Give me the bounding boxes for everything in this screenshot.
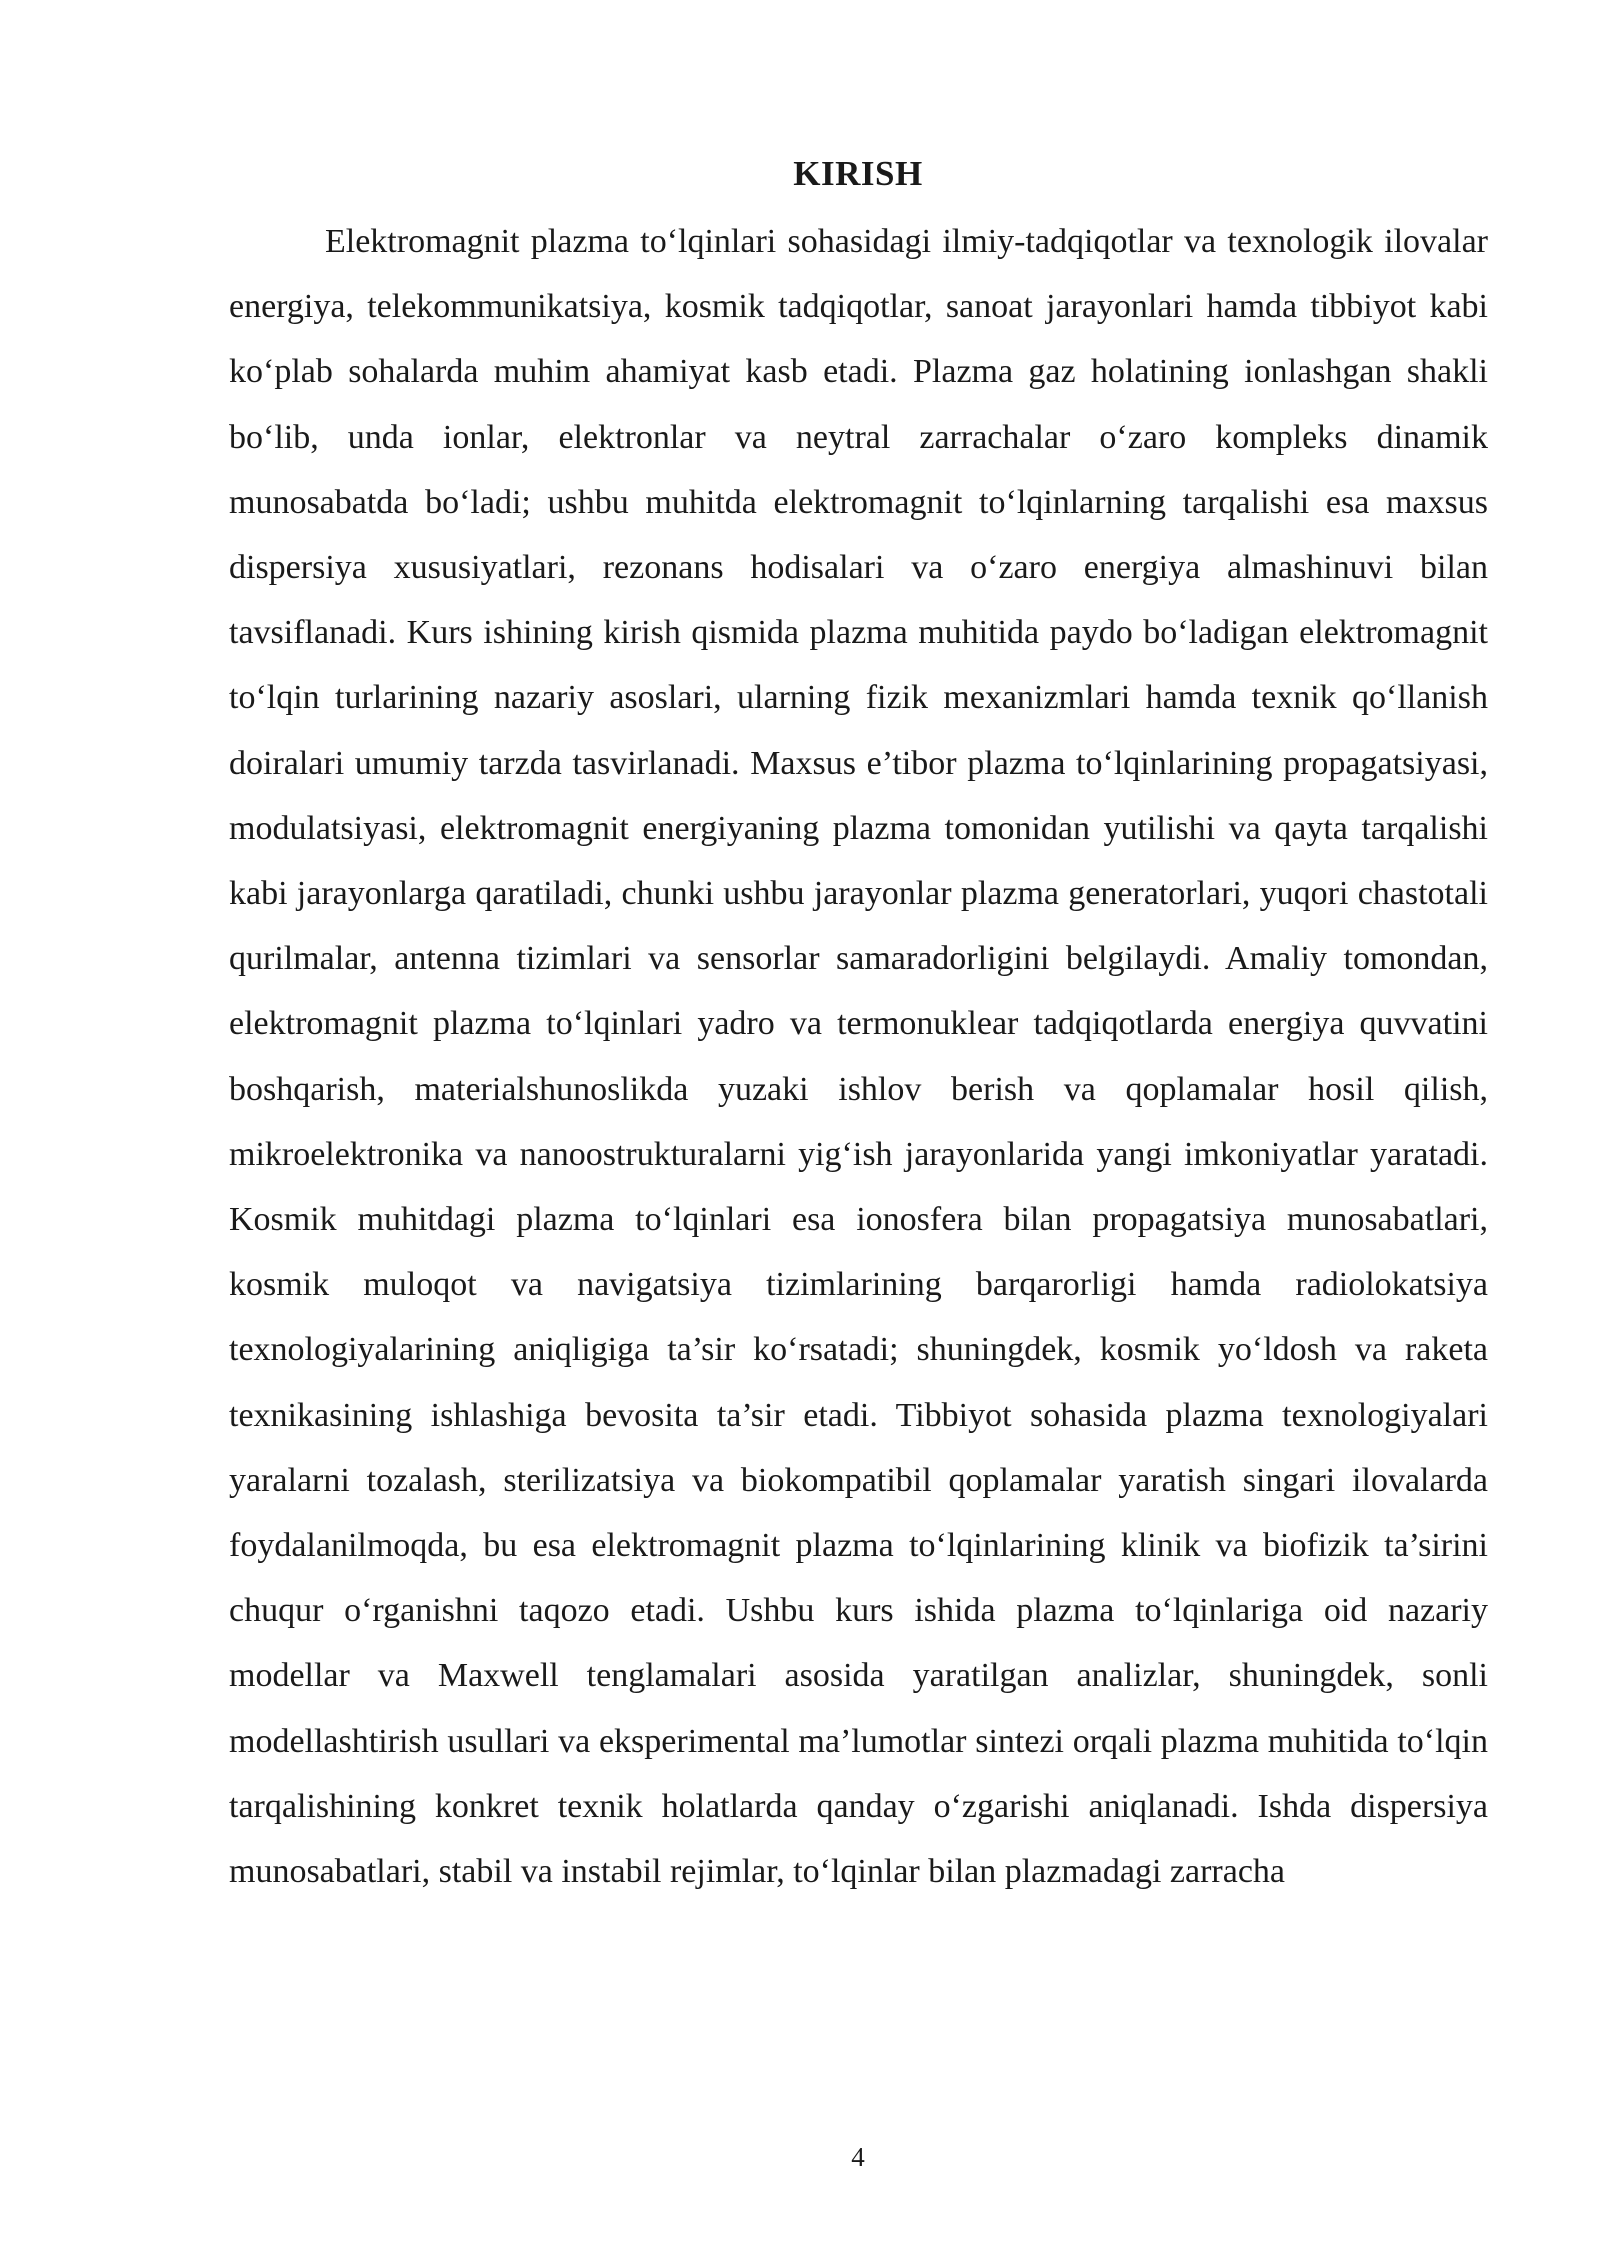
page-title: KIRISH bbox=[793, 154, 923, 193]
page-number: 4 bbox=[851, 2142, 865, 2172]
body-paragraph: Elektromagnit plazma to‘lqinlari sohasidagi ilmiy-tadqiqotlar va texnologik ilovalar energiya, telekommunikatsiya, kosmik tadqiqotlar, sanoat jarayonlari hamda tibbiyot kabi ko‘plab sohalarda muhim ahamiyat kasb etadi. Plazma gaz holatining ionlashgan shakli bo‘lib, unda ionlar, elektronlar va neytral zarrachalar o‘zaro kompleks dinamik munosabatda bo‘ladi; ushbu muhitda elektromagnit to‘lqinlarning tarqalishi esa maxsus dispersiya xususiyatlari, rezonans hodisalari va o‘zaro energiya almashinuvi bilan tavsiflanadi. Kurs ishining kirish qismida plazma muhitida paydo bo‘ladigan elektromagnit to‘lqin turlarining nazariy asoslari, ularning fizik mexanizmlari hamda texnik qo‘llanish doiralari umumiy tarzda tasvirlanadi. Maxsus e’tibor plazma to‘lqinlarining propagatsiyasi, modulatsiyasi, elektromagnit energiyaning plazma tomonidan yutilishi va qayta tarqalishi kabi jarayonlarga qaratiladi, chunki ushbu jarayonlar plazma generatorlari, yuqori chastotali qurilmalar, antenna tizimlari va sensorlar samaradorligini belgilaydi. Amaliy tomondan, elektromagnit plazma to‘lqinlari yadro va termonuklear tadqiqotlarda energiya quvvatini boshqarish, materialshunoslikda yuzaki ishlov berish va qoplamalar hosil qilish, mikroelektronika va nanoostrukturalarni yig‘ish jarayonlarida yangi imkoniyatlar yaratadi. Kosmik muhitdagi plazma to‘lqinlari esa ionosfera bilan propagatsiya munosabatlari, kosmik muloqot va navigatsiya tizimlarining barqarorligi hamda radiolokatsiya texnologiyalarining aniqligiga ta’sir ko‘rsatadi; shuningdek, kosmik yo‘ldosh va raketa texnikasining ishlashiga bevosita ta’sir etadi. Tibbiyot sohasida plazma texnologiyalari yaralarni tozalash, sterilizatsiya va biokompatibil qoplamalar yaratish singari ilovalarda foydalanilmoqda, bu esa elektromagnit plazma to‘lqinlarining klinik va biofizik ta’sirini chuqur o‘rganishni taqozo etadi. Ushbu kurs ishida plazma to‘lqinlariga oid nazariy modellar va Maxwell tenglamalari asosida yaratilgan analizlar, shuningdek, sonli modellashtirish usullari va eksperimental ma’lumotlar sintezi orqali plazma muhitida to‘lqin tarqalishining konkret texnik holatlarda qanday o‘zgarishi aniqlanadi. Ishda dispersiya munosabatlari, stabil va instabil rejimlar, to‘lqinlar bilan plazmadagi zarracha bbox=[229, 223, 1488, 1891]
